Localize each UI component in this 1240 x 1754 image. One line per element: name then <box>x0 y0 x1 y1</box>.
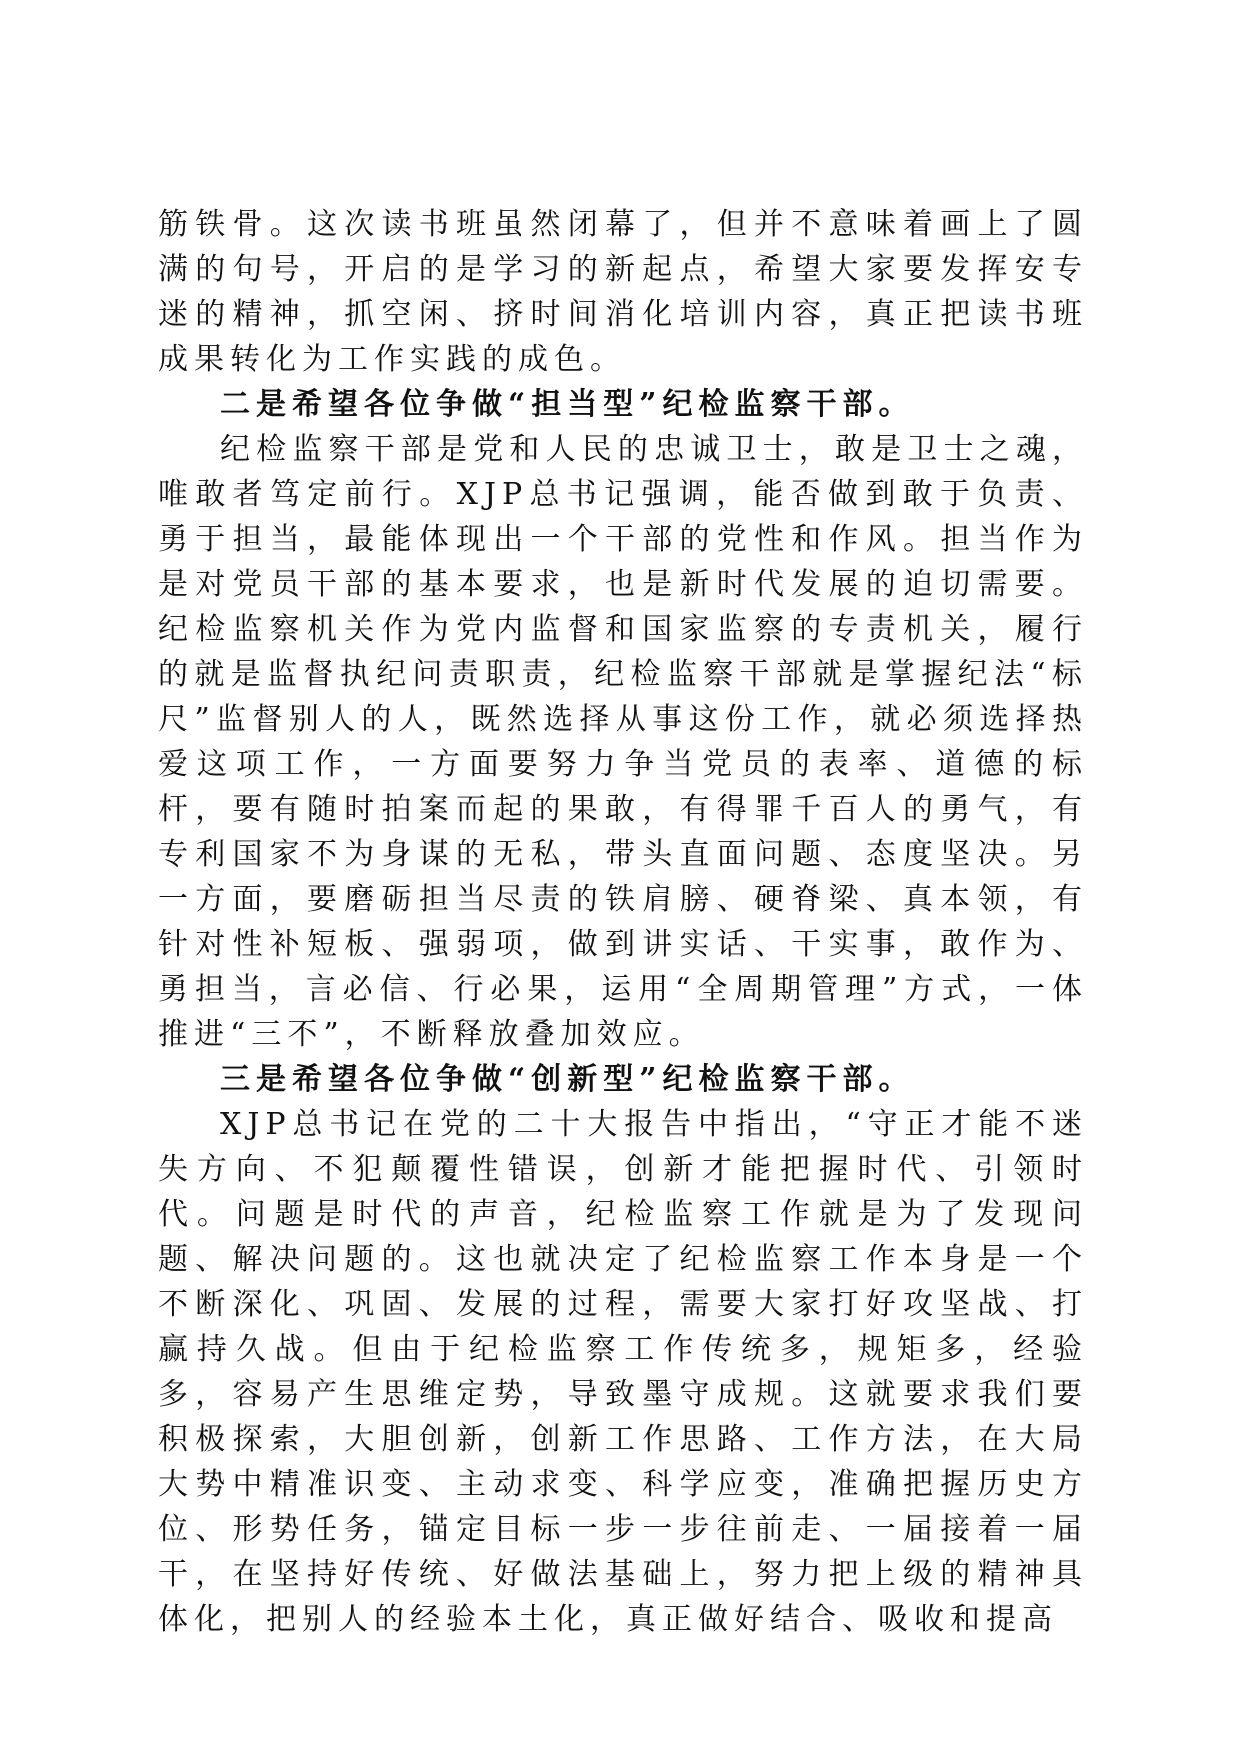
paragraph-section-two: 纪检监察干部是党和人民的忠诚卫士，敢是卫士之魂，唯敢者笃定前行。XJP总书记强调，能否做到敢于负责、勇于担当，最能体现出一个干部的党性和作风。担当作为是对党员干部的基本要求，也是新时代发展的迫切需要。纪检监察机关作为党内监督和国家监察的专责机关，履行的就是监督执纪问责职责，纪检监察干部就是掌握纪法“标尺”监督别人的人，既然选择从事这份工作，就必须选择热爱这项工作，一方面要努力争当党员的表率、道德的标杆，要有随时拍案而起的果敢，有得罪千百人的勇气，有专利国家不为身谋的无私，带头直面问题、态度坚决。另一方面，要磨砺担当尽责的铁肩膀、硬脊梁、真本领，有针对性补短板、强弱项，做到讲实话、干实事，敢作为、勇担当，言必信、行必果，运用“全周期管理”方式，一体推进“三不”，不断释放叠加效应。 <box>158 432 1088 1052</box>
section-heading-three: 三是希望各位争做“创新型”纪检监察干部。 <box>220 1062 915 1097</box>
document-page <box>158 202 1088 1642</box>
paragraph-continuation: 筋铁骨。这次读书班虽然闭幕了，但并不意味着画上了圆满的句号，开启的是学习的新起点，希望大家要发挥安专迷的精神，抓空闲、挤时间消化培训内容，真正把读书班成果转化为工作实践的成色。 <box>158 207 1088 377</box>
paragraph-section-three: XJP总书记在党的二十大报告中指出，“守正才能不迷失方向、不犯颠覆性错误，创新才能把握时代、引领时代。问题是时代的声音，纪检监察工作就是为了发现问题、解决问题的。这也就决定了纪检监察工作本身是一个不断深化、巩固、发展的过程，需要大家打好攻坚战、打赢持久战。但由于纪检监察工作传统多，规矩多，经验多，容易产生思维定势，导致墨守成规。这就要求我们要积极探索，大胆创新，创新工作思路、工作方法，在大局大势中精准识变、主动求变、科学应变，准确把握历史方位、形势任务，锚定目标一步一步往前走、一届接着一届干，在坚持好传统、好做法基础上，努力把上级的精神具体化，把别人的经验本土化，真正做好结合、吸收和提高 <box>158 1107 1088 1637</box>
section-heading-two: 二是希望各位争做“担当型”纪检监察干部。 <box>220 387 915 422</box>
